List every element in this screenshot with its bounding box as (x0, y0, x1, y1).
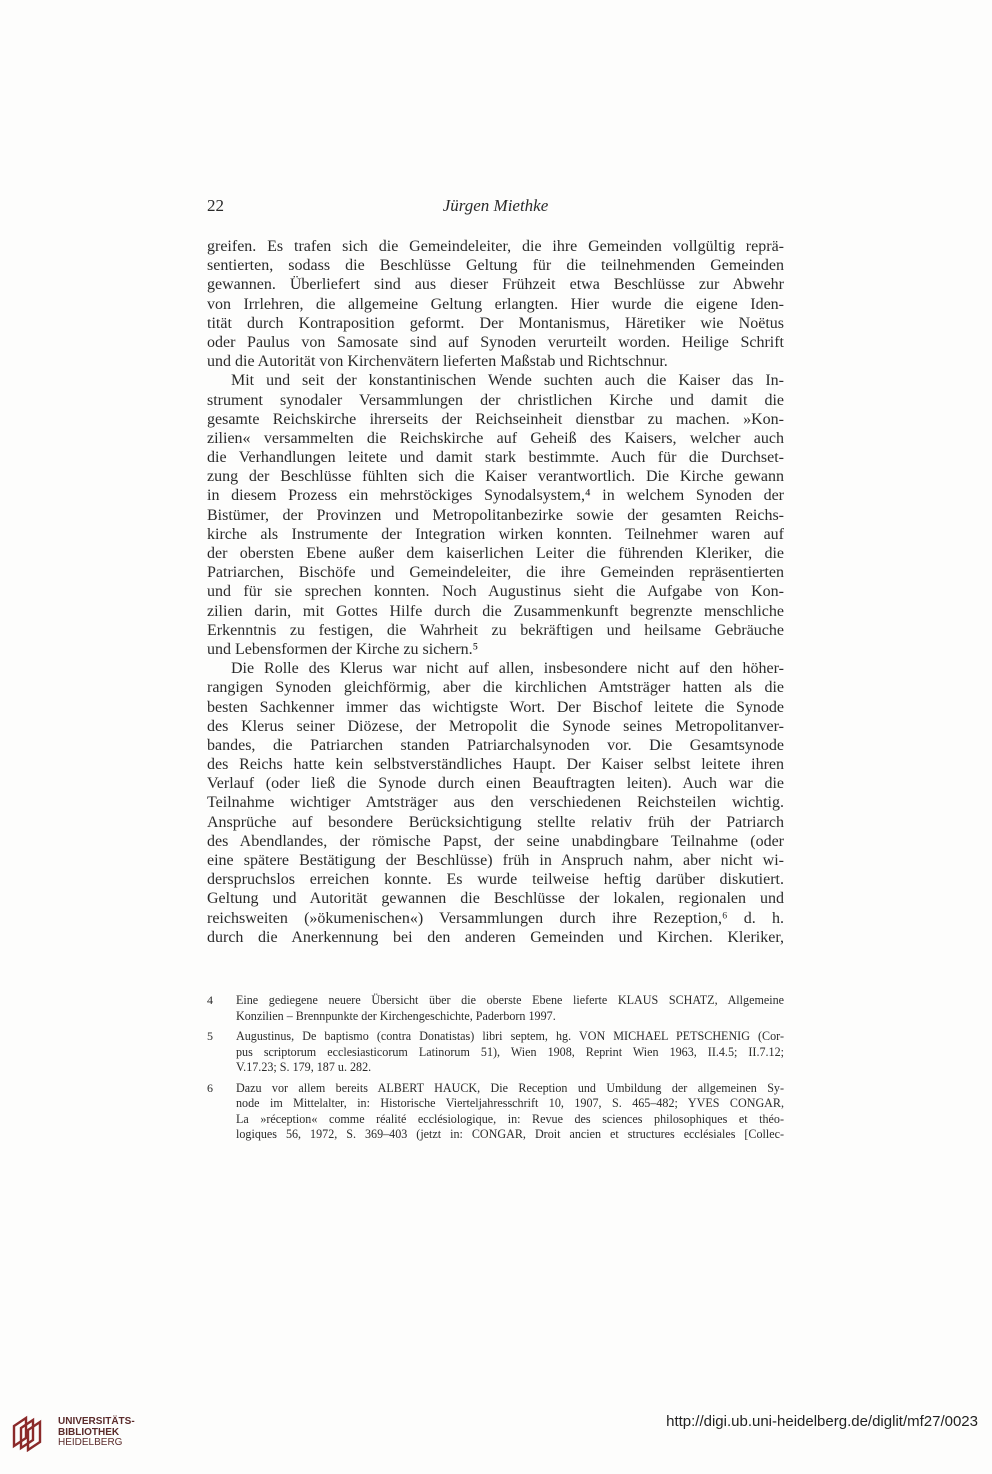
footnote (207, 993, 784, 1024)
body-line: derspruchslos erreichen konnte. Es wurde teilweise heftig darüber diskutiert. (207, 871, 784, 889)
body-text (207, 237, 784, 947)
source-url-link[interactable]: http://digi.ub.uni-heidelberg.de/diglit/mf27/0023 (666, 1413, 978, 1430)
footnote-line: La »réception« comme réalité ecclésiologique, in: Revue des sciences philosophiques et théo- (236, 1111, 784, 1126)
body-line: kirche als Instrumente der Integration wirken konnten. Teilnehmer waren auf (207, 525, 784, 543)
body-line: greifen. Es trafen sich die Gemeindeleiter, die ihre Gemeinden vollgültig reprä- (207, 238, 784, 255)
library-logo-icon (8, 1412, 54, 1452)
body-line: von Irrlehren, die allgemeine Geltung erlangten. Hier wurde die eigene Iden- (207, 295, 784, 313)
footnote-line: Eine gediegene neuere Übersicht über die oberste Ebene lieferte KLAUS SCHATZ, Allgemeine (236, 993, 784, 1007)
footnote-line: pus scriptorum ecclesiasticorum Latinorum 51), Wien 1908, Reprint Wien 1963, II.4.5; II.7.12; (236, 1044, 784, 1059)
body-line: Verlauf (oder ließ die Synode durch einen Beauftragten leiten). Auch war die (207, 775, 784, 793)
body-line: Mit und seit der konstantinischen Wende suchten auch die Kaiser das In- (231, 372, 784, 390)
body-line: sentierten, sodass die Beschlüsse Geltung für die teilnehmenden Gemeinden (207, 257, 784, 275)
body-line: der obersten Ebene außer dem kaiserlichen Leiter die führenden Kleriker, die (207, 545, 784, 562)
footnote-number: 6 (207, 1080, 213, 1095)
footnote-line: Dazu vor allem bereits ALBERT HAUCK, Die Reception und Umbildung der allgemeinen Sy- (236, 1080, 784, 1095)
body-line: und die Autorität von Kirchenvätern lieferten Maßstab und Richtschnur. (207, 353, 668, 371)
body-line: Die Rolle des Klerus war nicht auf allen, insbesondere nicht auf den höher- (231, 660, 784, 678)
body-line: Erkenntnis zu festigen, die Wahrheit zu bekräftigen und heilsame Gebräuche (207, 621, 784, 639)
body-line: durch die Anerkennung bei den anderen Gemeinden und Kirchen. Kleriker, (207, 928, 784, 946)
body-line: reichsweiten (»ökumenischen«) Versammlungen durch ihre Rezeption,⁶ d. h. (207, 909, 784, 927)
body-line: strument synodaler Versammlungen der christlichen Kirche und damit die (207, 391, 784, 409)
body-line: gesamte Reichskirche ihrerseits der Reichseinheit dienstbar zu machen. »Kon- (207, 410, 784, 428)
footnote-line: node im Mittelalter, in: Historische Vierteljahresschrift 10, 1907, S. 465–482; YVES CONGAR, (236, 1096, 784, 1110)
body-line: gewannen. Überliefert sind aus dieser Frühzeit etwa Beschlüsse zur Abwehr (207, 276, 784, 294)
body-line: Ansprüche auf besondere Berücksichtigung stellte relativ früh der Patriarch (207, 813, 784, 831)
library-name-line2: BIBLIOTHEK (58, 1426, 120, 1438)
body-line: des Klerus seiner Diözese, der Metropolit die Synode seines Metropolitanver- (207, 717, 784, 735)
body-line: Patriarchen, Bischöfe und Gemeindeleiter, die ihre Gemeinden repräsentierten (207, 564, 784, 582)
library-name (58, 1417, 135, 1449)
body-line: bandes, die Patriarchen standen Patriarchalsynoden vor. Die Gesamtsynode (207, 736, 784, 754)
body-line: besten Sachkenner immer das wichtigste Wort. Der Bischof leitete die Synode (207, 698, 784, 716)
footnote-line: Augustinus, De baptismo (contra Donatistas) libri septem, hg. VON MICHAEL PETSCHENIG (Cor- (236, 1029, 784, 1043)
footnotes (207, 993, 784, 1148)
library-name-line1: UNIVERSITÄTS- (58, 1416, 135, 1427)
body-line: rangigen Synoden gleichförmig, aber die kirchlichen Amtsträger hatten als die (207, 679, 784, 697)
body-line: zung der Beschlüsse fühlten sich die Kaiser verantwortlich. Die Kirche gewann (207, 468, 784, 486)
footnote (207, 1081, 784, 1143)
page-header (207, 196, 784, 220)
body-line: Bistümer, der Provinzen und Metropolitanbezirke sowie der gesamten Reichs- (207, 506, 784, 524)
body-line: Teilnahme wichtiger Amtsträger aus den verschiedenen Reichsteilen wichtig. (207, 794, 784, 812)
footnote-line: V.17.23; S. 179, 187 u. 282. (236, 1060, 372, 1074)
page-footer (0, 1402, 992, 1474)
body-line: zilien« versammelten die Reichskirche auf Geheiß des Kaisers, welcher auch (207, 429, 784, 447)
body-line: tität durch Kontraposition geformt. Der Montanismus, Häretiker wie Noëtus (207, 314, 784, 332)
footnote (207, 1029, 784, 1076)
footnote-line: Konzilien – Brennpunkte der Kirchengeschichte, Paderborn 1997. (236, 1008, 556, 1023)
body-line: des Reichs hatte kein selbstverständliches Haupt. Der Kaiser selbst leitete ihren (207, 756, 784, 774)
body-line: die Verhandlungen leitete und damit stark bestimmte. Auch für die Durchset- (207, 449, 784, 467)
body-line: oder Paulus von Samosate sind auf Synoden verurteilt worden. Heilige Schrift (207, 333, 784, 351)
body-line: in diesem Prozess ein mehrstöckiges Synodalsystem,⁴ in welchem Synoden der (207, 487, 784, 505)
footnote-number: 4 (207, 993, 213, 1007)
body-line: Geltung und Autorität gewannen die Beschlüsse der lokalen, regionalen und (207, 890, 784, 908)
library-name-line3: HEIDELBERG (58, 1437, 123, 1448)
body-line: und für sie sprechen konnten. Noch Augustinus sieht die Aufgabe von Kon- (207, 583, 784, 601)
footnote-number: 5 (207, 1029, 213, 1043)
page-number: 22 (207, 196, 224, 215)
footnote-line: logiques 56, 1972, S. 369–403 (jetzt in: CONGAR, Droit ancien et structures ecclésiales [Collec- (236, 1127, 784, 1141)
body-line: und Lebensformen der Kirche zu sichern.⁵ (207, 640, 479, 658)
body-line: zilien darin, mit Gottes Hilfe durch die Zusammenkunft begrenzte menschliche (207, 602, 784, 620)
body-line: des Abendlandes, der römische Papst, der seine unabdingbare Teilnahme (oder (207, 832, 784, 850)
running-head: Jürgen Miethke (442, 196, 549, 215)
body-line: eine spätere Bestätigung der Beschlüsse) früh in Anspruch nahm, aber nicht wi- (207, 852, 784, 869)
